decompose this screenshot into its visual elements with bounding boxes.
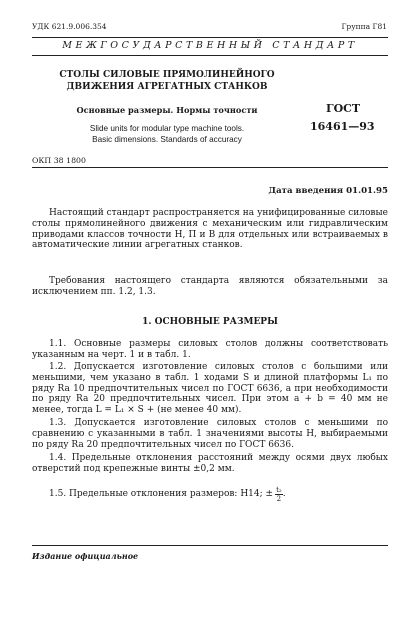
standard-title-line-1: СТОЛЫ СИЛОВЫЕ ПРЯМОЛИНЕЙНОГО: [59, 70, 275, 80]
okp-rule: [32, 167, 388, 168]
footer-rule: [32, 545, 388, 546]
official-edition: Издание официальное: [32, 551, 139, 561]
gost-label: ГОСТ: [326, 102, 361, 115]
standard-title: [32, 69, 302, 93]
section-heading: 1. ОСНОВНЫЕ РАЗМЕРЫ: [142, 317, 278, 327]
header-rule: [32, 55, 388, 56]
fraction-numerator: t₂: [276, 486, 282, 494]
english-title-line-2: Basic dimensions. Standards of accuracy: [92, 134, 242, 144]
tolerance-fraction: [275, 486, 283, 503]
clause-1-4: 1.4. Предельные отклонения расстояний между осями двух любых отверстий под крепежные винты ±0,2 мм.: [32, 453, 388, 474]
fraction-denominator: 2: [276, 495, 282, 503]
english-title: [32, 124, 302, 145]
standard-subtitle: Основные размеры. Нормы точности: [76, 105, 258, 115]
udk-code: УДК 621.9.006.354: [32, 22, 107, 31]
clause-1-1: 1.1. Основные размеры силовых столов должны соответствовать указанным на черт. 1 и в табл. 1.: [32, 339, 388, 360]
scope-paragraph: Настоящий стандарт распространяется на унифицированные силовые столы прямолинейного движения с механическим или гидравлическим приводами классов точности Н, П и В для отдельных или встраиваемых в автоматические линии агрегатных станков.: [32, 208, 388, 251]
okp-code: ОКП 38 1800: [32, 156, 86, 165]
clause-1-3: 1.3. Допускается изготовление силовых столов с меньшими по сравнению с указанными в табл. 1 значениями высоты H, выбираемыми по ряду Ra 20 предпочтительных чисел по ГОСТ 6636.: [32, 418, 388, 450]
interstate-standard-title: МЕЖГОСУДАРСТВЕННЫЙ СТАНДАРТ: [62, 40, 358, 51]
gost-number: 16461—93: [310, 120, 375, 133]
intro-date: Дата введения 01.01.95: [268, 186, 388, 196]
standard-title-line-2: ДВИЖЕНИЯ АГРЕГАТНЫХ СТАНКОВ: [66, 82, 268, 92]
requirements-paragraph: Требования настоящего стандарта являются обязательными за исключением пп. 1.2, 1.3.: [32, 276, 388, 297]
clause-1-5-text: 1.5. Предельные отклонения размеров: Н14; ±: [49, 489, 274, 500]
english-title-line-1: Slide units for modular type machine tools.: [89, 124, 245, 133]
clause-1-2: 1.2. Допускается изготовление силовых столов с большими или меньшими, чем указано в табл. 1 ходами S и длиной платформы L₁ по ряду Ra 10 предпочтительных чисел по ГОСТ 6636, а при необходимости по ряду Ra 20 предпочтительных чисел. При этом a + b = 40 мм не менее, тогда L = L₁ × S + (не менее 40 мм).: [32, 362, 388, 416]
top-rule: [32, 37, 388, 38]
clause-1-5: 1.5. Предельные отклонения размеров: Н14; ± $\frac{\text{t₂}}{2}$ .: [49, 486, 286, 503]
group-code: Группа Г81: [341, 22, 387, 31]
